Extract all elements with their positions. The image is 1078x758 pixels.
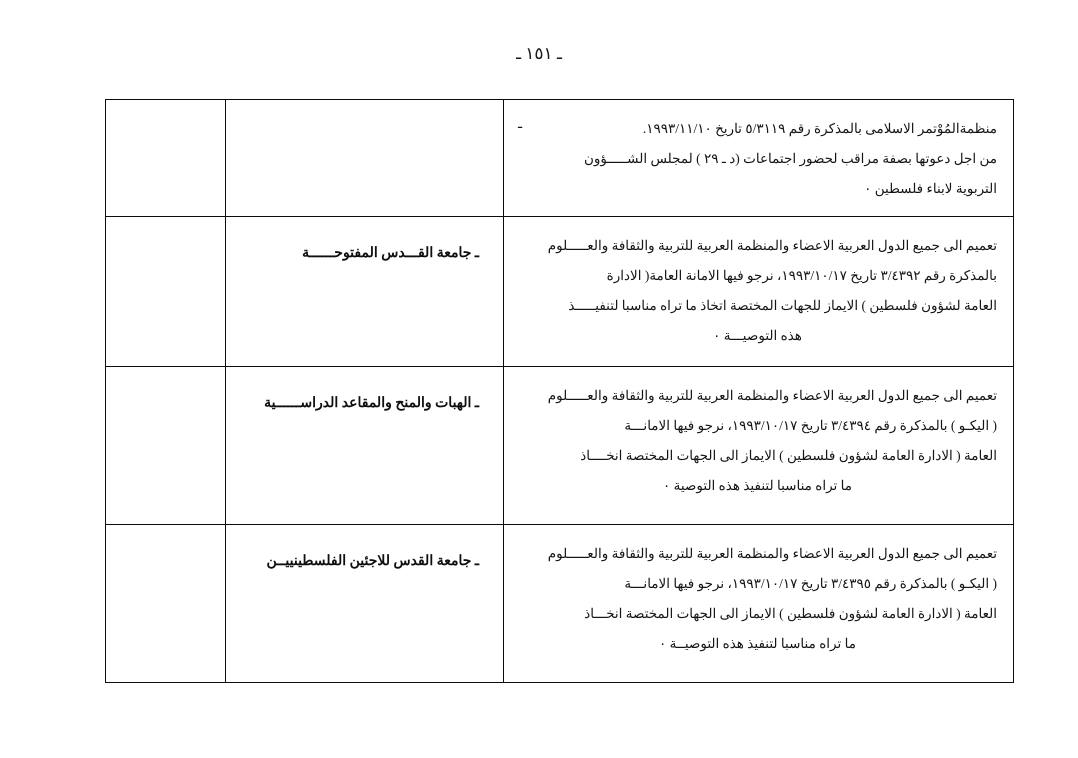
note-line: منظمةالمُوْتمر الاسلامى بالمذكرة رقم ٥/٣١١٩ تاريخ ١٩٩٣/١١/١٠. xyxy=(642,121,997,136)
note-line: من اجل دعوتها بصفة مراقب لحضور اجتماعات (د ـ ٢٩ ) لمجلس الشـــــؤون xyxy=(583,151,997,166)
row-subject-cell xyxy=(226,217,504,367)
subject-label xyxy=(244,100,485,128)
note-line: تعميم الى جميع الدول العربية الاعضاء والمنظمة العربية للتربية والثقافة والعـــــلوم xyxy=(547,238,997,253)
note-line: هذه التوصيـــة ٠ xyxy=(713,328,802,343)
note-line: التربوية لابناء فلسطين ٠ xyxy=(864,181,997,196)
table-row xyxy=(106,100,1014,217)
note-line: تعميم الى جميع الدول العربية الاعضاء والمنظمة العربية للتربية والثقافة والعـــــلوم xyxy=(547,546,997,561)
row-subject-cell xyxy=(226,367,504,525)
row-extra-cell xyxy=(106,217,226,367)
note-line: العامة ( الادارة العامة لشؤون فلسطين ) الايماز الى الجهات المختصة انخــــاذ xyxy=(580,448,997,463)
note-line: بالمذكرة رقم ٣/٤٣٩٢ تاريخ ١٩٩٣/١٠/١٧، نرجو فيها الامانة العامة( الادارة xyxy=(606,268,997,283)
row-notes-cell xyxy=(504,217,1014,367)
row-notes-cell xyxy=(504,367,1014,525)
note-line: ( اليكـو ) بالمذكرة رقم ٣/٤٣٩٥ تاريخ ١٩٩٣/١٠/١٧، نرجو فيها الامانـــة xyxy=(624,576,997,591)
table-row xyxy=(106,367,1014,525)
subject-label: ـ الهبات والمنح والمقاعد الدراســــــية xyxy=(264,396,479,411)
note-line: ( اليكـو ) بالمذكرة رقم ٣/٤٣٩٤ تاريخ ١٩٩٣/١٠/١٧، نرجو فيها الامانـــة xyxy=(624,418,997,433)
page-number: ـ ١٥١ ـ xyxy=(516,44,562,63)
table-row xyxy=(106,217,1014,367)
note-line: ما تراه مناسبا لتنفيذ هذه التوصية ٠ xyxy=(662,478,853,493)
minutes-table xyxy=(105,99,1014,683)
subject-label: ـ جامعة القدس للاجئين الفلسطينييــن xyxy=(266,554,479,569)
row-marker-dash: ـ xyxy=(518,117,523,132)
row-extra-cell xyxy=(106,100,226,217)
row-notes-cell xyxy=(504,525,1014,683)
note-line: تعميم الى جميع الدول العربية الاعضاء والمنظمة العربية للتربية والثقافة والعـــــلوم xyxy=(547,388,997,403)
row-subject-cell xyxy=(226,100,504,217)
note-line: ما تراه مناسبا لتنفيذ هذه التوصيــة ٠ xyxy=(659,636,856,651)
note-line: العامة ( الادارة العامة لشؤون فلسطين ) الايماز الى الجهات المختصة انخـــاذ xyxy=(584,606,997,621)
row-notes-cell xyxy=(504,100,1014,217)
row-extra-cell xyxy=(106,525,226,683)
row-extra-cell xyxy=(106,367,226,525)
row-subject-cell xyxy=(226,525,504,683)
note-line: العامة لشؤون فلسطين ) الايماز للجهات المختصة اتخاذ ما تراه مناسبا لتنفيـــــذ xyxy=(568,298,997,313)
table-row xyxy=(106,525,1014,683)
subject-label: ـ جامعة القـــدس المفتوحــــــة xyxy=(302,246,479,261)
